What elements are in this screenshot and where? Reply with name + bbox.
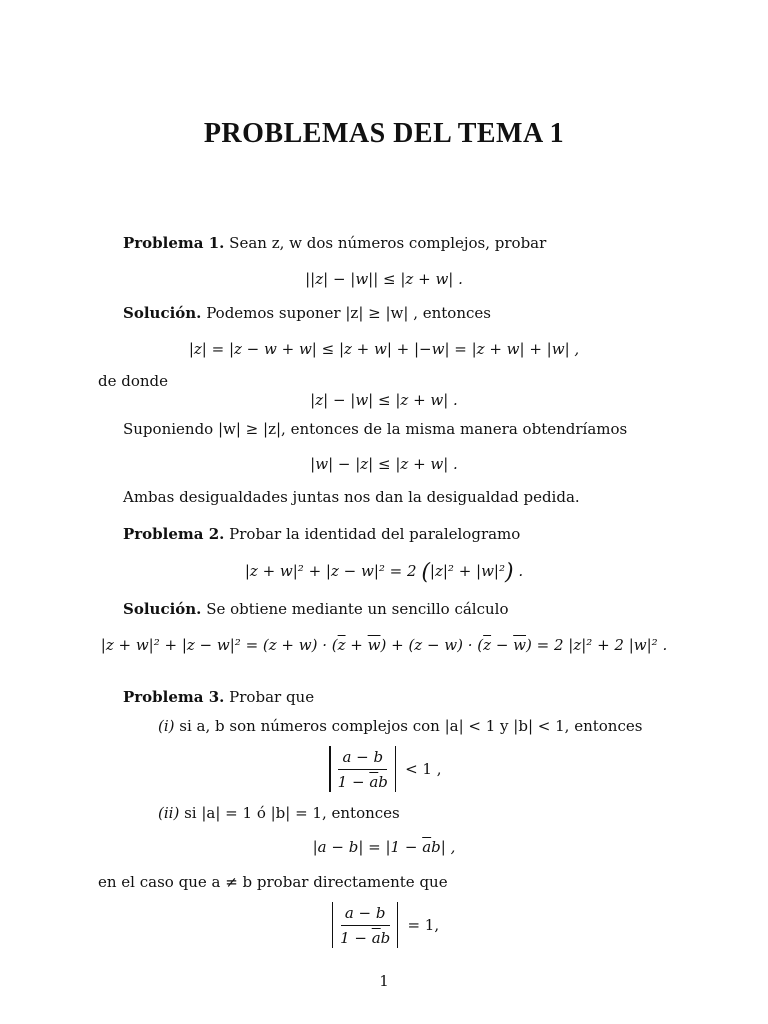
- problem-3-fraction-1: [0, 746, 768, 796]
- problem-1-text: Sean z, w dos números complejos, probar: [229, 234, 547, 252]
- problem-2-eq-inner: |z|² + |w|²: [429, 562, 505, 580]
- den-pre: 1 −: [337, 772, 370, 791]
- eq-ii-pre: |a − b| = |1 −: [312, 838, 423, 856]
- problem-2-eq-left: |z + w|² + |z − w|² = 2: [244, 562, 417, 580]
- part-i-text: si a, b son números complejos con |a| < 1 y |b| < 1, entonces: [179, 717, 643, 735]
- problem-2: [123, 525, 520, 543]
- solution-1-equation-1: |z| = |z − w + w| ≤ |z + w| + |−w| = |z + w| + |w| ,: [188, 340, 580, 358]
- fraction-denominator: [336, 926, 394, 947]
- abs-bar-left: [329, 746, 330, 792]
- problem-2-text: Probar la identidad del paralelogramo: [229, 525, 521, 543]
- abs-bar-left: [332, 902, 333, 948]
- problem-3: [123, 688, 314, 706]
- problem-3-equation-ii: [0, 838, 768, 856]
- problem-3-text: Probar que: [229, 688, 315, 706]
- problem-3-fraction-2: [0, 902, 768, 952]
- eq-part-b: ) + (z − w) · (: [380, 636, 484, 654]
- z-conjugate: $\overline{z}$: [337, 636, 346, 654]
- problem-1-equation: ||z| − |w|| ≤ |z + w| .: [305, 270, 463, 288]
- problem-1-label: Problema 1.: [123, 234, 225, 252]
- den-post: b: [378, 772, 388, 791]
- fraction-numerator: a − b: [341, 904, 390, 926]
- close-paren: ): [505, 560, 514, 585]
- fraction-1-relation: < 1 ,: [405, 760, 442, 778]
- solution-2-label: Solución.: [123, 600, 202, 618]
- a-conjugate: $\overline{a}$: [422, 838, 432, 856]
- problem-2-equation: [0, 560, 768, 585]
- solution-2-text: Se obtiene mediante un sencillo cálculo: [206, 600, 509, 618]
- abs-bar-right: [395, 746, 396, 792]
- eq-plus: +: [345, 636, 368, 654]
- open-paren: (: [421, 560, 430, 585]
- problem-3-part-i: [158, 717, 642, 735]
- problem-3-caso: en el caso que a ≠ b probar directamente que: [98, 873, 448, 891]
- fraction: [336, 904, 394, 947]
- solution-2-equation: [0, 636, 768, 654]
- w-conjugate: $\overline{w}$: [513, 636, 527, 654]
- part-ii-text: si |a| = 1 ó |b| = 1, entonces: [184, 804, 400, 822]
- a-conjugate: $\overline{a}$: [371, 928, 381, 947]
- solution-1-equation-3: |w| − |z| ≤ |z + w| .: [310, 455, 458, 473]
- problem-3-label: Problema 3.: [123, 688, 225, 706]
- w-conjugate: $\overline{w}$: [367, 636, 381, 654]
- solution-1-suponiendo: Suponiendo |w| ≥ |z|, entonces de la misma manera obtendríamos: [123, 420, 628, 438]
- eq-ii-post: b| ,: [431, 838, 456, 856]
- problem-2-eq-end: .: [518, 562, 524, 580]
- problem-3-part-ii: [158, 804, 400, 822]
- solution-1: [123, 304, 491, 322]
- eq-part-c: ) = 2 |z|² + 2 |w|² .: [526, 636, 668, 654]
- solution-1-conclusion: Ambas desigualdades juntas nos dan la desigualdad pedida.: [123, 488, 580, 506]
- problem-2-label: Problema 2.: [123, 525, 225, 543]
- solution-1-equation-2: |z| − |w| ≤ |z + w| .: [310, 391, 458, 409]
- eq-part-a: |z + w|² + |z − w|² = (z + w) · (: [100, 636, 338, 654]
- part-i-tag: (i): [158, 717, 175, 735]
- solution-2: [123, 600, 508, 618]
- fraction-denominator: [334, 770, 392, 791]
- abs-bar-right: [397, 902, 398, 948]
- solution-1-label: Solución.: [123, 304, 202, 322]
- page-title: PROBLEMAS DEL TEMA 1: [203, 118, 565, 149]
- den-pre: 1 −: [340, 928, 372, 947]
- den-post: b: [380, 928, 391, 947]
- fraction-2-relation: = 1,: [407, 916, 440, 934]
- z-conjugate: $\overline{z}$: [483, 636, 492, 654]
- part-ii-tag: (ii): [158, 804, 180, 822]
- fraction: [334, 748, 392, 791]
- solution-1-text: Podemos suponer |z| ≥ |w| , entonces: [206, 304, 491, 322]
- eq-minus: −: [491, 636, 514, 654]
- a-conjugate: $\overline{a}$: [369, 772, 379, 791]
- solution-1-de-donde: de donde: [98, 372, 169, 390]
- problem-1: [123, 234, 546, 252]
- page-number: 1: [379, 972, 389, 990]
- fraction-numerator: a − b: [338, 748, 387, 770]
